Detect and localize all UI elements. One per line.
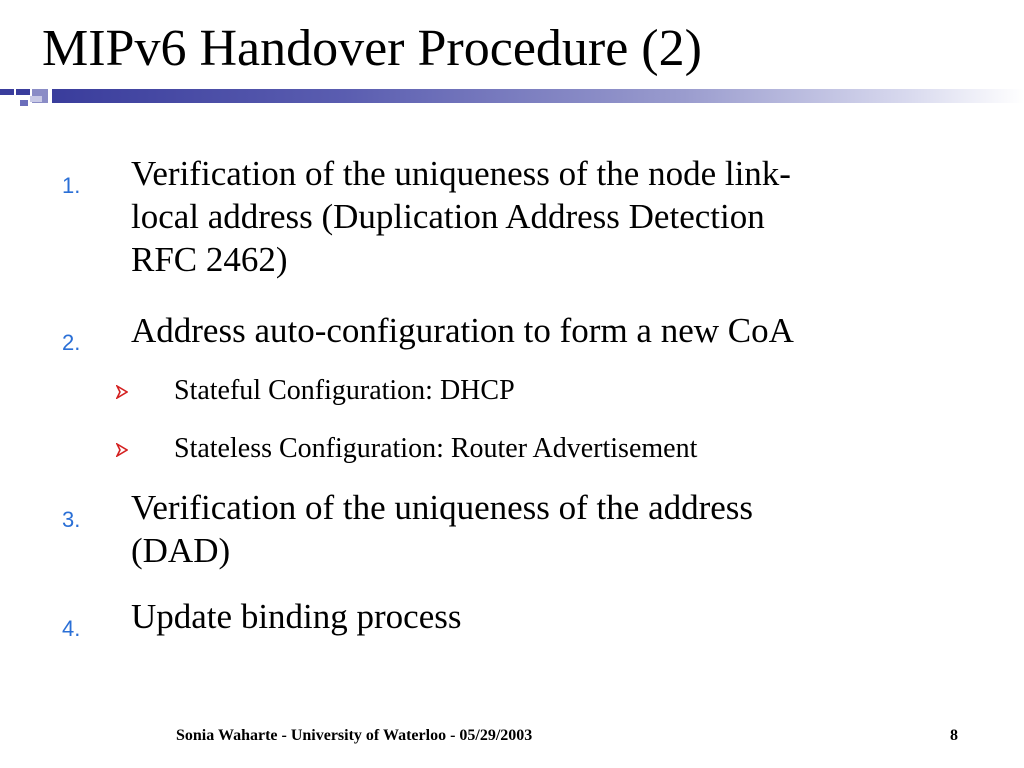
decor-square — [20, 100, 28, 106]
item-text — [131, 309, 981, 352]
decor-square — [30, 96, 42, 102]
decor-square — [16, 89, 30, 95]
sub-item-text: Stateless Configuration: Router Advertisement — [174, 433, 698, 464]
sub-item-text: Stateful Configuration: DHCP — [174, 375, 515, 406]
page-number: 8 — [950, 727, 958, 744]
item-number: 1. — [62, 173, 81, 198]
item-text — [131, 486, 981, 572]
slide-title: MIPv6 Handover Procedure (2) — [42, 20, 702, 77]
item-number: 3. — [62, 507, 81, 532]
item-number: 4. — [62, 616, 81, 641]
item-line: Address auto-configuration to form a new CoA — [131, 311, 794, 350]
slide-footer: Sonia Waharte - University of Waterloo - 05/29/2003 — [176, 727, 533, 744]
item-line: local address (Duplication Address Detection — [131, 197, 765, 236]
item-number: 2. — [62, 330, 81, 355]
item-text — [131, 595, 981, 638]
item-line: (DAD) — [131, 531, 231, 570]
title-underline-bar — [52, 89, 1024, 103]
item-line: Verification of the uniqueness of the node link- — [131, 154, 791, 193]
decor-square — [0, 89, 14, 95]
item-line: RFC 2462) — [131, 240, 288, 279]
item-line: Verification of the uniqueness of the address — [131, 488, 754, 527]
arrow-bullet-icon — [116, 443, 128, 457]
arrow-bullet-icon — [116, 385, 128, 399]
item-line: Update binding process — [131, 597, 462, 636]
item-text — [131, 152, 981, 281]
